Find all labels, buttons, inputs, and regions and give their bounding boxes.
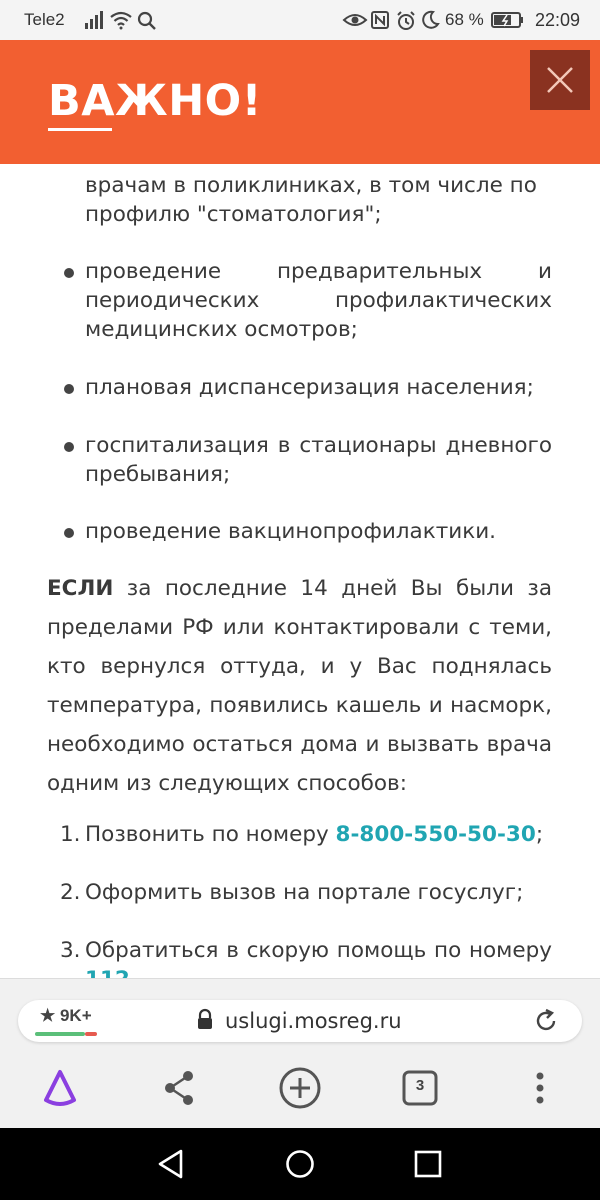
- recents-icon[interactable]: [410, 1146, 446, 1182]
- back-icon[interactable]: [154, 1146, 190, 1182]
- bullet-icon: [64, 528, 74, 538]
- eye-icon: [343, 11, 367, 29]
- list-item: Обратиться в скорую помощь по номеру: [85, 936, 552, 994]
- bullet-icon: [64, 384, 74, 394]
- close-button[interactable]: [530, 50, 590, 110]
- list-item: проведение предварительных и периодических профилактических медицинских осмотров;: [85, 259, 552, 342]
- bullet-icon: [64, 268, 74, 278]
- phone-link-hotline[interactable]: 8-800-550-50-30: [335, 822, 536, 847]
- alarm-icon: [396, 11, 416, 31]
- list-item: Позвонить по номеру 8-800-550-50-30;: [85, 822, 544, 847]
- page-title: ВАЖНО!: [48, 76, 262, 126]
- article-content: [0, 164, 600, 978]
- step-number: 3.: [60, 938, 81, 963]
- step-number: 2.: [60, 880, 81, 905]
- battery-percent: 68 %: [445, 10, 484, 29]
- more-icon[interactable]: [518, 1066, 562, 1110]
- tabs-count: 3: [415, 1077, 425, 1094]
- list-item: врачам в поликлиниках, в том числе по профилю "стоматология";: [85, 173, 537, 227]
- close-icon: [530, 50, 590, 110]
- bullet-icon: [64, 442, 74, 452]
- wifi-icon: [110, 11, 132, 29]
- list-item: Оформить вызов на портале госуслуг;: [85, 880, 524, 905]
- step-number: 1.: [60, 822, 81, 847]
- title-underline: [48, 128, 112, 131]
- nfc-icon: [371, 11, 389, 29]
- list-item: плановая диспансеризация населения;: [85, 375, 534, 400]
- url-text[interactable]: uslugi.mosreg.ru: [225, 1009, 402, 1033]
- list-item: госпитализация в стационары дневного пребывания;: [85, 433, 552, 487]
- signal-icon: [84, 11, 104, 29]
- lock-icon: [196, 1009, 214, 1031]
- carrier-name: Tele2: [24, 10, 65, 29]
- alice-icon[interactable]: [38, 1066, 82, 1110]
- reload-icon[interactable]: [533, 1008, 559, 1034]
- tabs-button[interactable]: [398, 1066, 442, 1110]
- battery-icon: [491, 11, 525, 29]
- new-tab-icon[interactable]: [278, 1066, 322, 1110]
- warning-paragraph: ЕСЛИ за последние 14 дней Вы были за пределами РФ или контактировали с теми, кто вернулся оттуда, и у Вас поднялась температура, появились кашель и насморк, необходимо остаться дома и вызвать врача одним из следующих способов:: [47, 576, 552, 796]
- moon-icon: [421, 11, 439, 29]
- rating-bar-positive: [35, 1032, 85, 1036]
- home-icon[interactable]: [282, 1146, 318, 1182]
- list-item: проведение вакцинопрофилактики.: [85, 519, 496, 544]
- share-icon[interactable]: [157, 1066, 201, 1110]
- search-icon: [137, 11, 157, 31]
- site-rating-badge[interactable]: ★ 9K+: [40, 1006, 92, 1025]
- paragraph-lead: ЕСЛИ: [47, 576, 114, 601]
- status-bar: [0, 0, 600, 40]
- clock: 22:09: [534, 10, 580, 30]
- rating-bar-negative: [85, 1032, 97, 1036]
